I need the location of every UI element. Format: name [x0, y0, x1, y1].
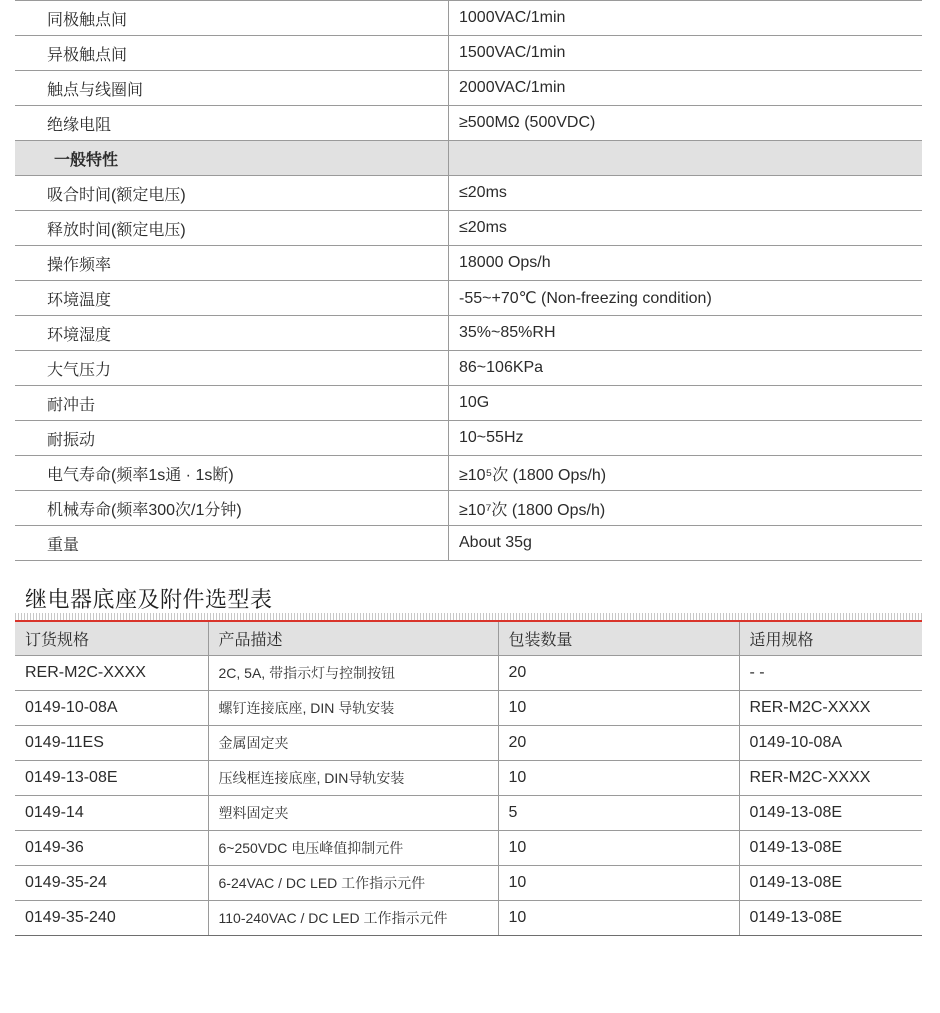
- column-header-applicable-spec: 适用规格: [739, 622, 922, 656]
- applicable-spec-cell: 0149-13-08E: [739, 831, 922, 866]
- spec-row: [15, 176, 922, 211]
- package-qty-cell: 10: [498, 866, 739, 901]
- spec-label: 释放时间(额定电压): [15, 211, 449, 246]
- applicable-spec-cell: RER-M2C-XXXX: [739, 691, 922, 726]
- spec-label: 电气寿命(频率1s通 · 1s断): [15, 456, 449, 491]
- section-title: 继电器底座及附件选型表: [25, 587, 273, 612]
- order-spec-cell: 0149-35-24: [15, 866, 208, 901]
- spec-label: 环境湿度: [15, 316, 449, 351]
- applicable-spec-cell: 0149-13-08E: [739, 866, 922, 901]
- spec-label: 异极触点间: [15, 36, 449, 71]
- description-cell: 金属固定夹: [208, 726, 498, 761]
- spec-value: 10~55Hz: [449, 421, 923, 456]
- spec-label: 耐振动: [15, 421, 449, 456]
- spec-row: [15, 351, 922, 386]
- order-spec-cell: 0149-10-08A: [15, 691, 208, 726]
- package-qty-cell: 5: [498, 796, 739, 831]
- package-qty-cell: 10: [498, 901, 739, 936]
- package-qty-cell: 20: [498, 656, 739, 691]
- column-header-description: 产品描述: [208, 622, 498, 656]
- spec-row: [15, 71, 922, 106]
- spec-value: 10G: [449, 386, 923, 421]
- applicable-spec-cell: - -: [739, 656, 922, 691]
- spec-row: [15, 36, 922, 71]
- spec-value: 1000VAC/1min: [449, 1, 923, 36]
- order-spec-cell: 0149-35-240: [15, 901, 208, 936]
- description-cell: 110-240VAC / DC LED 工作指示元件: [208, 901, 498, 936]
- table-row: [15, 691, 922, 726]
- order-spec-cell: 0149-14: [15, 796, 208, 831]
- spec-value: ≥10⁷次 (1800 Ops/h): [449, 491, 923, 526]
- spec-row: [15, 106, 922, 141]
- spec-label: 吸合时间(额定电压): [15, 176, 449, 211]
- spec-row: [15, 246, 922, 281]
- package-qty-cell: 10: [498, 691, 739, 726]
- package-qty-cell: 10: [498, 761, 739, 796]
- applicable-spec-cell: 0149-13-08E: [739, 796, 922, 831]
- spec-label: 触点与线圈间: [15, 71, 449, 106]
- package-qty-cell: 10: [498, 831, 739, 866]
- spec-value: ≥500MΩ (500VDC): [449, 106, 923, 141]
- spec-label: 机械寿命(频率300次/1分钟): [15, 491, 449, 526]
- description-cell: 压线框连接底座, DIN导轨安装: [208, 761, 498, 796]
- description-cell: 螺钉连接底座, DIN 导轨安装: [208, 691, 498, 726]
- order-spec-cell: 0149-36: [15, 831, 208, 866]
- applicable-spec-cell: 0149-10-08A: [739, 726, 922, 761]
- spec-value: 1500VAC/1min: [449, 36, 923, 71]
- spec-value: ≥10⁵次 (1800 Ops/h): [449, 456, 923, 491]
- table-row: [15, 796, 922, 831]
- spec-value: 2000VAC/1min: [449, 71, 923, 106]
- spec-group-value: [449, 141, 923, 176]
- spec-row: [15, 281, 922, 316]
- table-row: [15, 726, 922, 761]
- spec-value: -55~+70℃ (Non-freezing condition): [449, 281, 923, 316]
- table-row: [15, 831, 922, 866]
- order-spec-cell: 0149-13-08E: [15, 761, 208, 796]
- spec-label: 重量: [15, 526, 449, 561]
- column-header-order-spec: 订货规格: [15, 622, 208, 656]
- spec-row: [15, 211, 922, 246]
- spec-label: 操作频率: [15, 246, 449, 281]
- spec-value: 35%~85%RH: [449, 316, 923, 351]
- description-cell: 塑料固定夹: [208, 796, 498, 831]
- table-row: [15, 866, 922, 901]
- spec-row: [15, 526, 922, 561]
- spec-row: [15, 421, 922, 456]
- description-cell: 6~250VDC 电压峰值抑制元件: [208, 831, 498, 866]
- table-row: [15, 901, 922, 936]
- package-qty-cell: 20: [498, 726, 739, 761]
- spec-group-header: [15, 141, 922, 176]
- spec-value: About 35g: [449, 526, 923, 561]
- order-spec-cell: 0149-11ES: [15, 726, 208, 761]
- spec-label: 耐冲击: [15, 386, 449, 421]
- spec-row: [15, 1, 922, 36]
- spec-row: [15, 491, 922, 526]
- spec-row: [15, 386, 922, 421]
- spec-group-label: 一般特性: [15, 141, 449, 176]
- column-header-package-qty: 包装数量: [498, 622, 739, 656]
- hatch-divider: [15, 613, 922, 620]
- spec-label: 环境温度: [15, 281, 449, 316]
- spec-label: 同极触点间: [15, 1, 449, 36]
- order-spec-cell: RER-M2C-XXXX: [15, 656, 208, 691]
- spec-row: [15, 316, 922, 351]
- applicable-spec-cell: 0149-13-08E: [739, 901, 922, 936]
- description-cell: 6-24VAC / DC LED 工作指示元件: [208, 866, 498, 901]
- spec-table: [15, 0, 922, 561]
- table-row: [15, 761, 922, 796]
- table-row: [15, 656, 922, 691]
- spec-row: [15, 456, 922, 491]
- accessory-table: [15, 622, 922, 936]
- spec-value: 86~106KPa: [449, 351, 923, 386]
- spec-label: 绝缘电阻: [15, 106, 449, 141]
- spec-label: 大气压力: [15, 351, 449, 386]
- accessory-header-row: [15, 622, 922, 656]
- description-cell: 2C, 5A, 带指示灯与控制按钮: [208, 656, 498, 691]
- spec-value: ≤20ms: [449, 211, 923, 246]
- spec-value: 18000 Ops/h: [449, 246, 923, 281]
- spec-value: ≤20ms: [449, 176, 923, 211]
- applicable-spec-cell: RER-M2C-XXXX: [739, 761, 922, 796]
